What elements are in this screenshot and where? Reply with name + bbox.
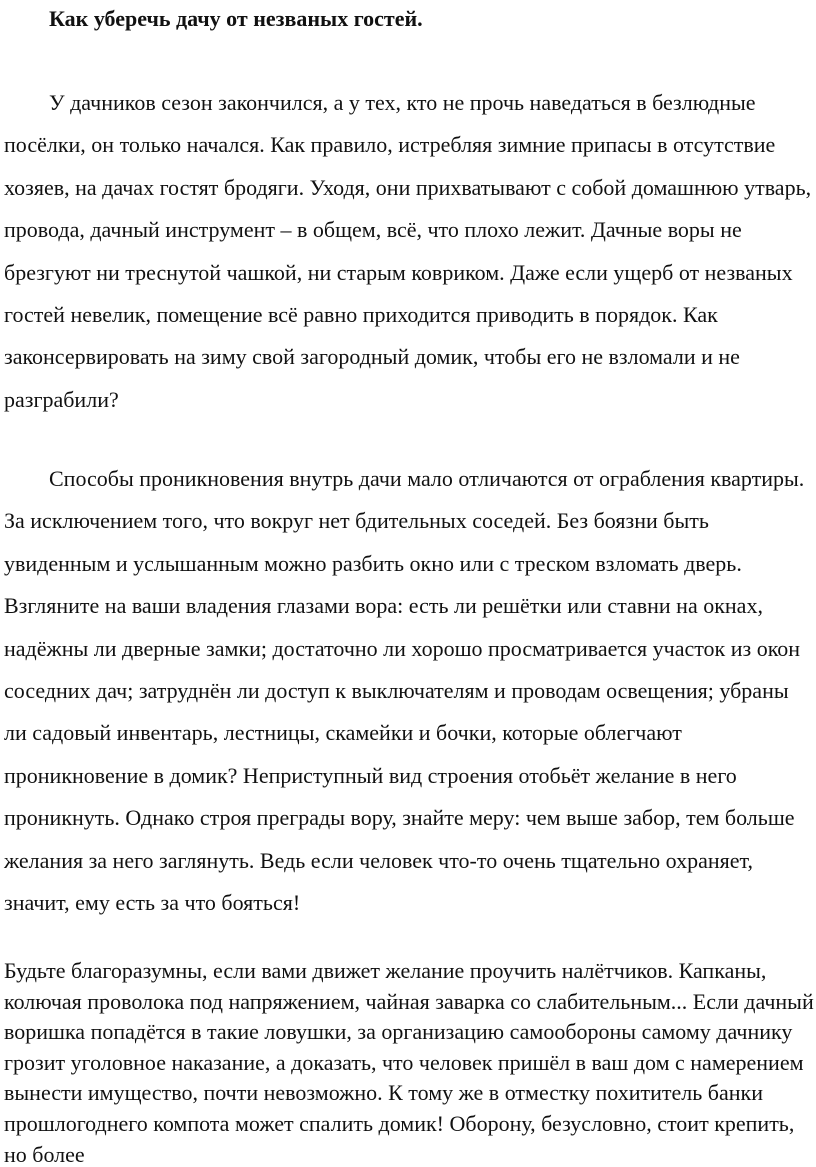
paragraph-intro: У дачников сезон закончился, а у тех, кто не прочь наведаться в безлюдные посёлки, он только начался. Как правило, истребляя зимние припасы в отсутствие хозяев, на дачах гостят бродяги. Уходя, они прихватывают с собой домашнюю утварь, провода, дачный инструмент – в общем, всё, что плохо лежит. Дачные воры не брезгуют ни треснутой чашкой, ни старым ковриком. Даже если ущерб от незваных гостей невелик, помещение всё равно приходится приводить в порядок. Как законсервировать на зиму свой загородный домик, чтобы его не взломали и не разграбили? (4, 90, 812, 412)
document-title: Как уберечь дачу от незваных гостей. (49, 6, 423, 31)
paragraph-be-reasonable: Будьте благоразумны, если вами движет желание проучить налётчиков. Капканы, колючая проволока под напряжением, чайная заварка со слабительным... Если дачный воришка попадётся в такие ловушки, за организацию самообороны самому дачнику грозит уголовное наказание, а доказать, что человек пришёл в ваш дом с намерением вынести имущество, почти невозможно. К тому же в отместку похититель банки прошлогоднего компота может спалить домик! Оборону, безусловно, стоит крепить, но более (4, 958, 814, 1167)
paragraph-entry-methods: Способы проникновения внутрь дачи мало отличаются от ограбления квартиры. За исключением того, что вокруг нет бдительных соседей. Без боязни быть увиденным и услышанным можно разбить окно или с треском взломать дверь. Взгляните на ваши владения глазами вора: есть ли решётки или ставни на окнах, надёжны ли дверные замки; достаточно ли хорошо просматривается участок из окон соседних дач; затруднён ли доступ к выключателям и проводам освещения; убраны ли садовый инвентарь, лестницы, скамейки и бочки, которые облегчают проникновение в домик? Неприступный вид строения отобьёт желание в него проникнуть. Однако строя преграды вору, знайте меру: чем выше забор, тем больше желания за него заглянуть. Ведь если человек что-то очень тщательно охраняет, значит, ему есть за что бояться! (4, 466, 805, 916)
